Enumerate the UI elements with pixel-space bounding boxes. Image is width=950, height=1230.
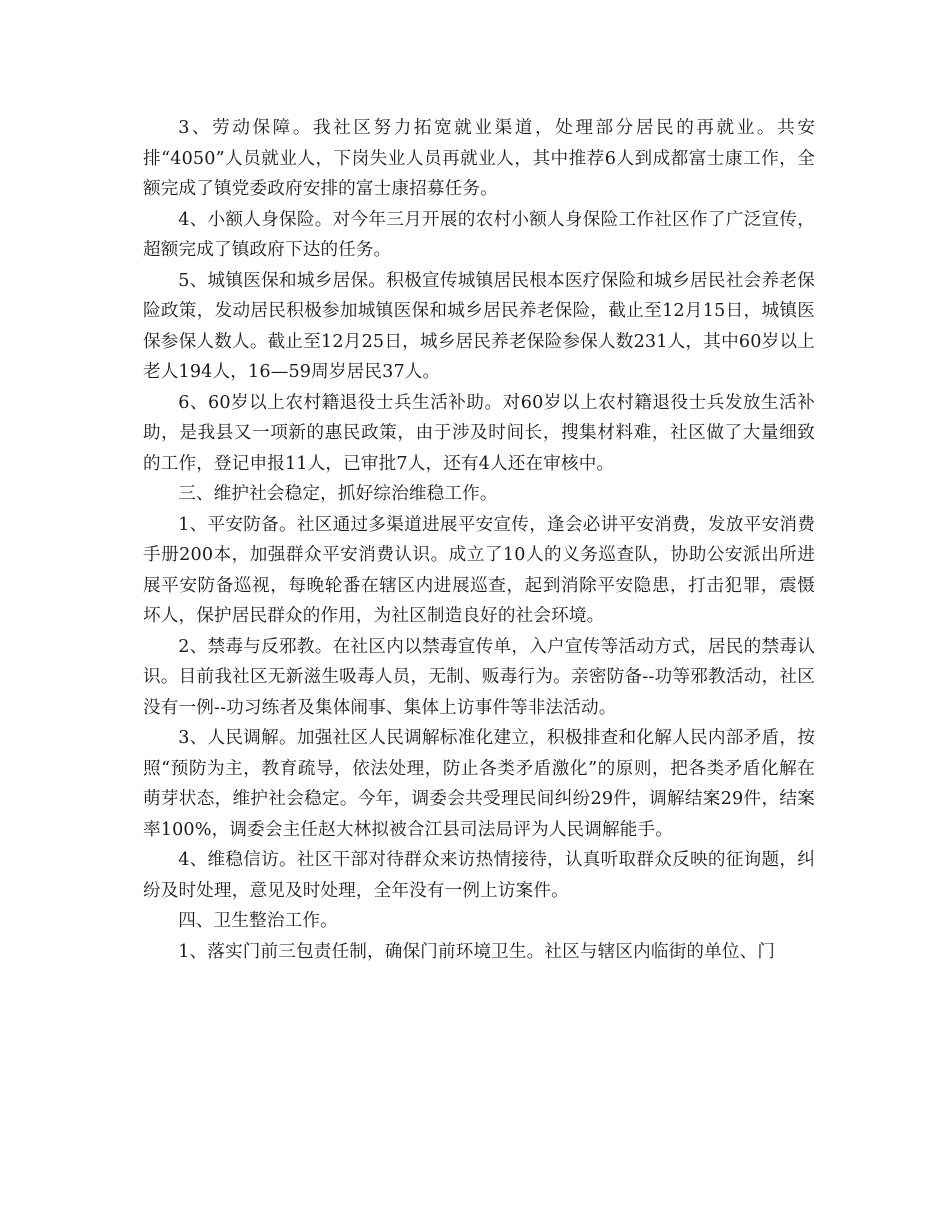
paragraph-anti-drug: 2、禁毒与反邪教。在社区内以禁毒宣传单，入户宣传等活动方式，居民的禁毒认识。目前我社区无新滋生吸毒人员，无制、贩毒行为。亲密防备--功等邪教活动，社区没有一例--功习练者及集体闹事、集体上访事件等非法活动。 [143,636,815,718]
paragraph-mediation: 3、人民调解。加强社区人民调解标准化建立，积极排查和化解人民内部矛盾，按照“预防为主，教育疏导，依法处理，防止各类矛盾激化”的原则，把各类矛盾化解在萌芽状态，维护社会稳定。今年，调委会共受理民间纠纷29件，调解结案29件，结案率100%，调委会主任赵大林拟被合江县司法局评为人民调解能手。 [143,728,815,840]
paragraph-veteran-subsidy: 6、60岁以上农村籍退役士兵生活补助。对60岁以上农村籍退役士兵发放生活补助，是我县又一项新的惠民政策，由于涉及时间长，搜集材料难，社区做了大量细致的工作，登记申报11人，已审批7人，还有4人还在审核中。 [143,392,815,474]
document-page [143,113,815,967]
paragraph-safety-prevention: 1、平安防备。社区通过多渠道进展平安宣传，逢会必讲平安消费，发放平安消费手册200本，加强群众平安消费认识。成立了10人的义务巡查队，协助公安派出所进展平安防备巡视，每晚轮番在辖区内进展巡查，起到消除平安隐患，打击犯罪，震慑坏人，保护居民群众的作用，为社区制造良好的社会环境。 [143,514,815,626]
paragraph-medical-insurance: 5、城镇医保和城乡居保。积极宣传城镇居民根本医疗保险和城乡居民社会养老保险政策，发动居民积极参加城镇医保和城乡居民养老保险，截止至12月15日，城镇医保参保人数人。截止至12月25日，城乡居民养老保险参保人数231人，其中60岁以上老人194人，16—59周岁居民37人。 [143,270,815,382]
section-heading-sanitation: 四、卫生整治工作。 [178,911,338,931]
section-heading-stability: 三、维护社会稳定，抓好综治维稳工作。 [178,484,498,504]
paragraph-door-responsibility: 1、落实门前三包责任制，确保门前环境卫生。社区与辖区内临街的单位、门 [178,941,776,962]
paragraph-labor-security: 3、劳动保障。我社区努力拓宽就业渠道，处理部分居民的再就业。共安排“4050”人员就业人，下岗失业人员再就业人，其中推荐6人到成都富士康工作，全额完成了镇党委政府安排的富士康招募任务。 [143,118,815,199]
paragraph-small-insurance: 4、小额人身保险。对今年三月开展的农村小额人身保险工作社区作了广泛宣传，超额完成了镇政府下达的任务。 [143,209,815,260]
paragraph-petition: 4、维稳信访。社区干部对待群众来访热情接待，认真听取群众反映的征询题，纠纷及时处理，意见及时处理，全年没有一例上访案件。 [143,850,815,901]
